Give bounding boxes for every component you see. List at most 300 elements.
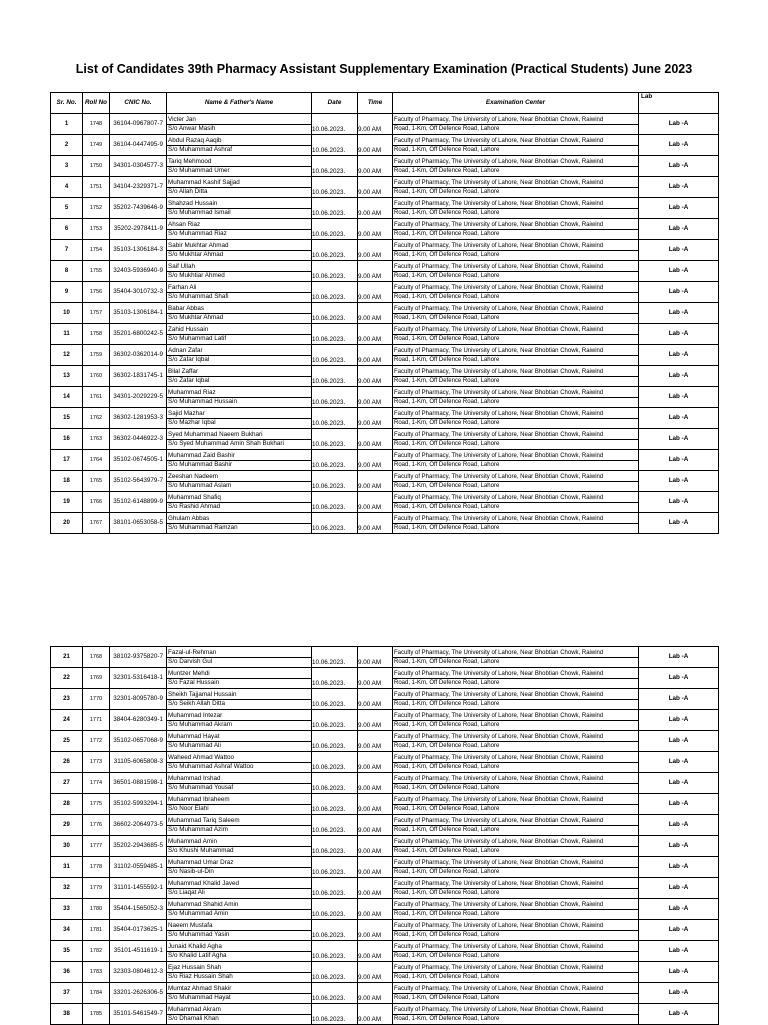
name-cell (167, 450, 312, 471)
time-cell (358, 303, 393, 324)
father-name: S/o Allah Ditta (168, 187, 208, 195)
cnic-no: 35404-1565052-3 (113, 905, 163, 912)
lab-cell (639, 261, 719, 282)
sr-no: 14 (63, 394, 70, 400)
center-line-1: Faculty of Pharmacy, The University of Lahore, Near Bhobtian Chowk, Raiwind (393, 368, 638, 377)
exam-date: 10.06.2023. (312, 399, 346, 406)
sr-no-cell (51, 668, 83, 689)
center-cell (393, 899, 639, 920)
center-line-2: Road, 1-Km, Off Defence Road, Lahore (394, 826, 500, 833)
sr-no-cell (51, 513, 83, 534)
roll-no-cell (83, 920, 110, 941)
cnic-cell (110, 324, 167, 345)
roll-no-cell (83, 345, 110, 366)
center-cell (393, 962, 639, 983)
lab-name: Lab -A (668, 674, 689, 681)
center-line-2: Road, 1-Km, Off Defence Road, Lahore (394, 419, 500, 426)
lab-cell (639, 941, 719, 962)
cnic-no: 32301-5316418-1 (113, 674, 163, 681)
time-cell (358, 815, 393, 836)
date-cell (312, 689, 358, 710)
roll-no: 1784 (89, 990, 103, 996)
roll-no: 1777 (89, 843, 103, 849)
time-cell (358, 794, 393, 815)
candidate-name: Muhammad Intezar (167, 712, 311, 721)
time-cell (358, 983, 393, 1004)
exam-time: 9.00 AM (358, 764, 382, 771)
center-line-2: Road, 1-Km, Off Defence Road, Lahore (394, 952, 500, 959)
sr-no-cell (51, 878, 83, 899)
sr-no-cell (51, 689, 83, 710)
father-name: S/o Fazal Hussain (168, 678, 220, 686)
name-cell (167, 387, 312, 408)
name-cell (167, 836, 312, 857)
cnic-cell (110, 962, 167, 983)
center-cell (393, 1004, 639, 1025)
center-line-1: Faculty of Pharmacy, The University of Lahore, Near Bhobtian Chowk, Raiwind (393, 242, 638, 251)
roll-no-cell (83, 387, 110, 408)
exam-date: 10.06.2023. (312, 1016, 346, 1023)
candidate-name: Tariq Mehmood (167, 158, 311, 167)
lab-name: Lab -A (668, 758, 689, 765)
cnic-cell (110, 408, 167, 429)
roll-no-cell (83, 647, 110, 668)
sr-no-cell (51, 920, 83, 941)
candidate-name: Abdul Razaq Aaqib (167, 137, 311, 146)
sr-no: 36 (63, 969, 70, 975)
sr-no: 27 (63, 780, 70, 786)
cnic-no: 35202-7439646-9 (113, 204, 163, 211)
date-cell (312, 135, 358, 156)
center-line-1: Faculty of Pharmacy, The University of Lahore, Near Bhobtian Chowk, Raiwind (393, 859, 638, 868)
candidate-name: Muhammad Zaid Bashir (167, 452, 311, 461)
table-row (51, 135, 719, 156)
center-line-1: Faculty of Pharmacy, The University of Lahore, Near Bhobtian Chowk, Raiwind (393, 137, 638, 146)
center-line-2: Road, 1-Km, Off Defence Road, Lahore (394, 1015, 500, 1022)
roll-no: 1748 (89, 121, 103, 127)
roll-no-cell (83, 668, 110, 689)
time-cell (358, 324, 393, 345)
name-cell (167, 429, 312, 450)
sr-no-cell (51, 815, 83, 836)
cnic-cell (110, 689, 167, 710)
date-cell (312, 429, 358, 450)
time-cell (358, 492, 393, 513)
roll-no: 1757 (89, 310, 103, 316)
date-cell (312, 303, 358, 324)
table-row (51, 857, 719, 878)
father-name: S/o Nasib-ul-Din (168, 867, 214, 875)
time-cell (358, 752, 393, 773)
center-cell (393, 857, 639, 878)
document-title: List of Candidates 39th Pharmacy Assistant Supplementary Examination (Practical Students) June 2023 (75, 62, 693, 76)
cnic-no: 34104-2329371-7 (113, 183, 163, 190)
roll-no: 1772 (89, 738, 103, 744)
lab-cell (639, 345, 719, 366)
cnic-cell (110, 282, 167, 303)
roll-no-cell (83, 731, 110, 752)
lab-name: Lab -A (668, 393, 689, 400)
father-name: S/o Muhammad Aslam (168, 481, 232, 489)
cnic-cell (110, 450, 167, 471)
lab-cell (639, 920, 719, 941)
center-line-2: Road, 1-Km, Off Defence Road, Lahore (394, 314, 500, 321)
table-row (51, 794, 719, 815)
cnic-cell (110, 261, 167, 282)
candidate-name: Adnan Zafar (167, 347, 311, 356)
center-cell (393, 177, 639, 198)
exam-time: 9.00 AM (358, 336, 382, 343)
exam-date: 10.06.2023. (312, 953, 346, 960)
center-cell (393, 198, 639, 219)
father-name: S/o Dhamali Khan (168, 1014, 219, 1022)
sr-no-cell (51, 240, 83, 261)
cnic-no: 35103-1306184-3 (113, 246, 163, 253)
center-line-2: Road, 1-Km, Off Defence Road, Lahore (394, 482, 500, 489)
center-cell (393, 878, 639, 899)
candidate-name: Fazal-ul-Rehman (167, 649, 311, 658)
exam-time: 9.00 AM (358, 953, 382, 960)
date-cell (312, 408, 358, 429)
cnic-cell (110, 471, 167, 492)
father-name: S/o Noor Elahi (168, 804, 209, 812)
exam-date: 10.06.2023. (312, 743, 346, 750)
time-cell (358, 219, 393, 240)
lab-name: Lab -A (668, 821, 689, 828)
table-row (51, 345, 719, 366)
center-line-2: Road, 1-Km, Off Defence Road, Lahore (394, 973, 500, 980)
candidate-name: Zahid Hussain (167, 326, 311, 335)
candidate-name: Muhammad Khalid Javed (167, 880, 311, 889)
center-cell (393, 366, 639, 387)
center-cell (393, 773, 639, 794)
exam-date: 10.06.2023. (312, 441, 346, 448)
roll-no: 1754 (89, 247, 103, 253)
name-cell (167, 983, 312, 1004)
center-line-2: Road, 1-Km, Off Defence Road, Lahore (394, 293, 500, 300)
sr-no-cell (51, 429, 83, 450)
father-name: S/o Khalid Latif Agha (168, 951, 227, 959)
exam-date: 10.06.2023. (312, 890, 346, 897)
name-cell (167, 345, 312, 366)
date-cell (312, 324, 358, 345)
sr-no: 13 (63, 373, 70, 379)
roll-no-cell (83, 429, 110, 450)
father-name: S/o Rashid Ahmad (168, 502, 221, 510)
center-line-1: Faculty of Pharmacy, The University of Lahore, Near Bhobtian Chowk, Raiwind (393, 754, 638, 763)
header-center: Examination Center (393, 93, 639, 114)
exam-date: 10.06.2023. (312, 378, 346, 385)
table-row (51, 261, 719, 282)
cnic-no: 34301-0304577-3 (113, 162, 163, 169)
name-cell (167, 324, 312, 345)
father-name: S/o Zafar Iqbal (168, 376, 210, 384)
roll-no-cell (83, 857, 110, 878)
center-line-2: Road, 1-Km, Off Defence Road, Lahore (394, 868, 500, 875)
cnic-cell (110, 387, 167, 408)
roll-no-cell (83, 114, 110, 135)
exam-date: 10.06.2023. (312, 932, 346, 939)
cnic-cell (110, 836, 167, 857)
date-cell (312, 261, 358, 282)
time-cell (358, 710, 393, 731)
center-cell (393, 408, 639, 429)
center-cell (393, 647, 639, 668)
date-cell (312, 752, 358, 773)
time-cell (358, 345, 393, 366)
roll-no: 1778 (89, 864, 103, 870)
exam-time: 9.00 AM (358, 659, 382, 666)
center-line-2: Road, 1-Km, Off Defence Road, Lahore (394, 146, 500, 153)
lab-cell (639, 303, 719, 324)
roll-no: 1770 (89, 696, 103, 702)
lab-name: Lab -A (668, 716, 689, 723)
table-row (51, 773, 719, 794)
lab-cell (639, 240, 719, 261)
roll-no: 1780 (89, 906, 103, 912)
time-cell (358, 1004, 393, 1025)
cnic-cell (110, 513, 167, 534)
lab-cell (639, 983, 719, 1004)
roll-no: 1758 (89, 331, 103, 337)
sr-no: 7 (64, 247, 69, 253)
cnic-cell (110, 114, 167, 135)
lab-cell (639, 324, 719, 345)
lab-name: Lab -A (668, 653, 689, 660)
father-name: S/o Muhammad Latif (168, 334, 227, 342)
roll-no-cell (83, 450, 110, 471)
center-line-1: Faculty of Pharmacy, The University of Lahore, Near Bhobtian Chowk, Raiwind (393, 922, 638, 931)
center-line-2: Road, 1-Km, Off Defence Road, Lahore (394, 335, 500, 342)
roll-no: 1752 (89, 205, 103, 211)
exam-date: 10.06.2023. (312, 126, 346, 133)
table-row (51, 962, 719, 983)
exam-date: 10.06.2023. (312, 168, 346, 175)
exam-time: 9.00 AM (358, 483, 382, 490)
candidate-name: Zeeshan Nadeem (167, 473, 311, 482)
sr-no: 23 (63, 696, 70, 702)
exam-date: 10.06.2023. (312, 974, 346, 981)
center-line-1: Faculty of Pharmacy, The University of Lahore, Near Bhobtian Chowk, Raiwind (393, 775, 638, 784)
center-line-2: Road, 1-Km, Off Defence Road, Lahore (394, 784, 500, 791)
father-name: S/o Muhammad Riaz (168, 229, 227, 237)
center-line-2: Road, 1-Km, Off Defence Road, Lahore (394, 503, 500, 510)
roll-no-cell (83, 471, 110, 492)
father-name: S/o Muhammad Ali (168, 741, 221, 749)
name-cell (167, 878, 312, 899)
roll-no: 1767 (89, 520, 103, 526)
cnic-no: 35102-5993294-1 (113, 800, 163, 807)
roll-no: 1751 (89, 184, 103, 190)
center-line-1: Faculty of Pharmacy, The University of Lahore, Near Bhobtian Chowk, Raiwind (393, 179, 638, 188)
roll-no: 1782 (89, 948, 103, 954)
table-row (51, 815, 719, 836)
sr-no-cell (51, 710, 83, 731)
center-cell (393, 941, 639, 962)
father-name: S/o Liaqat Ali (168, 888, 205, 896)
roll-no-cell (83, 219, 110, 240)
center-line-2: Road, 1-Km, Off Defence Road, Lahore (394, 230, 500, 237)
table-row (51, 282, 719, 303)
center-line-1: Faculty of Pharmacy, The University of Lahore, Near Bhobtian Chowk, Raiwind (393, 838, 638, 847)
roll-no: 1753 (89, 226, 103, 232)
lab-cell (639, 471, 719, 492)
date-cell (312, 815, 358, 836)
center-cell (393, 471, 639, 492)
candidate-name: Muhammad Amin (167, 838, 311, 847)
header-sr-no: Sr. No. (51, 93, 83, 114)
sr-no: 17 (63, 457, 70, 463)
center-cell (393, 303, 639, 324)
lab-cell (639, 731, 719, 752)
time-cell (358, 668, 393, 689)
cnic-no: 31105-6065808-3 (113, 758, 163, 765)
cnic-no: 32303-0804612-3 (113, 968, 163, 975)
sr-no-cell (51, 941, 83, 962)
lab-name: Lab -A (668, 141, 689, 148)
lab-cell (639, 857, 719, 878)
cnic-no: 35201-6800242-5 (113, 330, 163, 337)
lab-cell (639, 408, 719, 429)
lab-cell (639, 219, 719, 240)
candidate-name: Sajid Mazhar (167, 410, 311, 419)
table-row (51, 878, 719, 899)
cnic-no: 36501-0881598-1 (113, 779, 163, 786)
sr-no-cell (51, 899, 83, 920)
roll-no: 1766 (89, 499, 103, 505)
lab-name: Lab -A (668, 435, 689, 442)
lab-name: Lab -A (668, 926, 689, 933)
exam-date: 10.06.2023. (312, 659, 346, 666)
sr-no: 35 (63, 948, 70, 954)
candidate-name: Sabir Mukhtar Ahmad (167, 242, 311, 251)
cnic-cell (110, 815, 167, 836)
center-line-1: Faculty of Pharmacy, The University of Lahore, Near Bhobtian Chowk, Raiwind (393, 221, 638, 230)
lab-name: Lab -A (668, 737, 689, 744)
date-cell (312, 962, 358, 983)
sr-no: 15 (63, 415, 70, 421)
name-cell (167, 815, 312, 836)
sr-no-cell (51, 114, 83, 135)
exam-time: 9.00 AM (358, 399, 382, 406)
sr-no: 28 (63, 801, 70, 807)
roll-no-cell (83, 282, 110, 303)
center-line-1: Faculty of Pharmacy, The University of Lahore, Near Bhobtian Chowk, Raiwind (393, 347, 638, 356)
time-cell (358, 240, 393, 261)
exam-date: 10.06.2023. (312, 785, 346, 792)
center-line-1: Faculty of Pharmacy, The University of Lahore, Near Bhobtian Chowk, Raiwind (393, 263, 638, 272)
exam-time: 9.00 AM (358, 147, 382, 154)
roll-no: 1771 (89, 717, 103, 723)
center-cell (393, 836, 639, 857)
center-line-1: Faculty of Pharmacy, The University of Lahore, Near Bhobtian Chowk, Raiwind (393, 389, 638, 398)
lab-cell (639, 689, 719, 710)
center-line-2: Road, 1-Km, Off Defence Road, Lahore (394, 763, 500, 770)
center-cell (393, 156, 639, 177)
candidate-name: Muhammad Kashif Sajjad (167, 179, 311, 188)
sr-no: 18 (63, 478, 70, 484)
sr-no: 21 (63, 654, 70, 660)
roll-no-cell (83, 899, 110, 920)
name-cell (167, 710, 312, 731)
lab-cell (639, 647, 719, 668)
sr-no-cell (51, 408, 83, 429)
center-line-2: Road, 1-Km, Off Defence Road, Lahore (394, 188, 500, 195)
lab-name: Lab -A (668, 246, 689, 253)
roll-no: 1768 (89, 654, 103, 660)
exam-date: 10.06.2023. (312, 231, 346, 238)
date-cell (312, 836, 358, 857)
center-line-1: Faculty of Pharmacy, The University of Lahore, Near Bhobtian Chowk, Raiwind (393, 691, 638, 700)
name-cell (167, 282, 312, 303)
roll-no-cell (83, 492, 110, 513)
lab-cell (639, 198, 719, 219)
sr-no: 9 (64, 289, 69, 295)
exam-time: 9.00 AM (358, 420, 382, 427)
date-cell (312, 198, 358, 219)
candidate-name: Muhammad Riaz (167, 389, 311, 398)
lab-name: Lab -A (668, 884, 689, 891)
exam-date: 10.06.2023. (312, 336, 346, 343)
cnic-cell (110, 492, 167, 513)
table-row (51, 920, 719, 941)
sr-no: 26 (63, 759, 70, 765)
center-line-1: Faculty of Pharmacy, The University of Lahore, Near Bhobtian Chowk, Raiwind (393, 410, 638, 419)
cnic-cell (110, 429, 167, 450)
sr-no-cell (51, 731, 83, 752)
date-cell (312, 668, 358, 689)
roll-no: 1764 (89, 457, 103, 463)
exam-date: 10.06.2023. (312, 252, 346, 259)
time-cell (358, 647, 393, 668)
exam-time: 9.00 AM (358, 189, 382, 196)
cnic-no: 31102-0559485-1 (113, 863, 163, 870)
lab-cell (639, 114, 719, 135)
cnic-no: 31101-1455592-1 (113, 884, 163, 891)
exam-time: 9.00 AM (358, 231, 382, 238)
cnic-no: 35103-1306184-1 (113, 309, 163, 316)
cnic-no: 35202-2943685-5 (113, 842, 163, 849)
header-name: Name & Father's Name (167, 93, 312, 114)
center-line-2: Road, 1-Km, Off Defence Road, Lahore (394, 805, 500, 812)
table-row (51, 647, 719, 668)
date-cell (312, 177, 358, 198)
sr-no-cell (51, 836, 83, 857)
exam-time: 9.00 AM (358, 462, 382, 469)
roll-no-cell (83, 366, 110, 387)
sr-no: 11 (63, 331, 70, 337)
roll-no-cell (83, 1004, 110, 1025)
center-line-2: Road, 1-Km, Off Defence Road, Lahore (394, 700, 500, 707)
roll-no: 1783 (89, 969, 103, 975)
table-row (51, 471, 719, 492)
roll-no-cell (83, 941, 110, 962)
father-name: S/o Muhammad Umer (168, 166, 230, 174)
father-name: S/o Mukhtar Ahmad (168, 250, 224, 258)
name-cell (167, 114, 312, 135)
sr-no: 22 (63, 675, 70, 681)
sr-no: 29 (63, 822, 70, 828)
sr-no-cell (51, 345, 83, 366)
father-name: S/o Muhammad Ashraf (168, 145, 233, 153)
lab-name: Lab -A (668, 330, 689, 337)
lab-name: Lab -A (668, 498, 689, 505)
sr-no: 1 (64, 121, 69, 127)
table-row (51, 114, 719, 135)
date-cell (312, 710, 358, 731)
lab-name: Lab -A (668, 989, 689, 996)
cnic-no: 36602-2064973-5 (113, 821, 163, 828)
